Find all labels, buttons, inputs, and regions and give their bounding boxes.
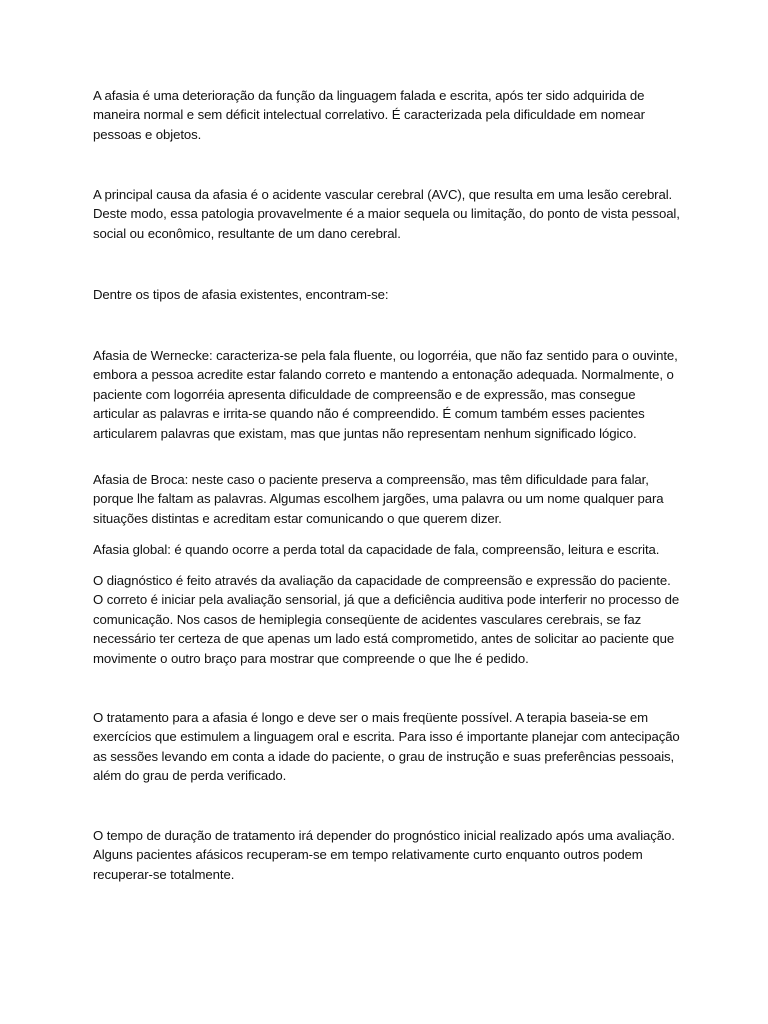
paragraph-diagnosis: O diagnóstico é feito através da avaliação da capacidade de compreensão e expressão do paciente. O correto é iniciar pela avaliação sensorial, já que a deficiência auditiva pode interferir no processo de comunicação. Nos casos de hemiplegia conseqüente de acidentes vasculares cerebrais, se faz necessário ter certeza de que apenas um lado está comprometido, antes de solicitar ao paciente que movimente o outro braço para mostrar que compreende o que lhe é pedido. [93, 573, 680, 666]
paragraph-definition: A afasia é uma deterioração da função da linguagem falada e escrita, após ter sido adquirida de maneira normal e sem déficit intelectual correlativo. É caracterizada pela dificuldade em nomear pessoas e objetos. [93, 88, 645, 142]
paragraph-types-intro: Dentre os tipos de afasia existentes, encontram-se: [93, 287, 389, 302]
paragraph-wernecke: Afasia de Wernecke: caracteriza-se pela fala fluente, ou logorréia, que não faz sentido para o ouvinte, embora a pessoa acredite estar falando correto e mantendo a entonação adequada. Normalmente, o paciente com logorréia apresenta dificuldade de compreensão e de expressão, mas consegue articular as palavras e irrita-se quando não é compreendido. É comum também esses pacientes articularem palavras que existam, mas que juntas não representam nenhum significado lógico. [93, 348, 678, 441]
paragraph-cause: A principal causa da afasia é o acidente vascular cerebral (AVC), que resulta em uma lesão cerebral. Deste modo, essa patologia provavelmente é a maior sequela ou limitação, do ponto de vista pessoal, social ou econômico, resultante de um dano cerebral. [93, 187, 680, 241]
paragraph-global: Afasia global: é quando ocorre a perda total da capacidade de fala, compreensão, leitura e escrita. [93, 542, 660, 557]
paragraph-broca: Afasia de Broca: neste caso o paciente preserva a compreensão, mas têm dificuldade para falar, porque lhe faltam as palavras. Algumas escolhem jargões, uma palavra ou um nome qualquer para situações distintas e acreditam estar comunicando o que querem dizer. [93, 472, 664, 526]
paragraph-treatment: O tratamento para a afasia é longo e deve ser o mais freqüente possível. A terapia baseia-se em exercícios que estimulem a linguagem oral e escrita. Para isso é importante planejar com antecipação as sessões levando em conta a idade do paciente, o grau de instrução e suas preferências pessoais, além do grau de perda verificado. [93, 710, 680, 784]
paragraph-duration: O tempo de duração de tratamento irá depender do prognóstico inicial realizado após uma avaliação. Alguns pacientes afásicos recuperam-se em tempo relativamente curto enquanto outros podem recuperar-se totalmente. [93, 828, 675, 882]
